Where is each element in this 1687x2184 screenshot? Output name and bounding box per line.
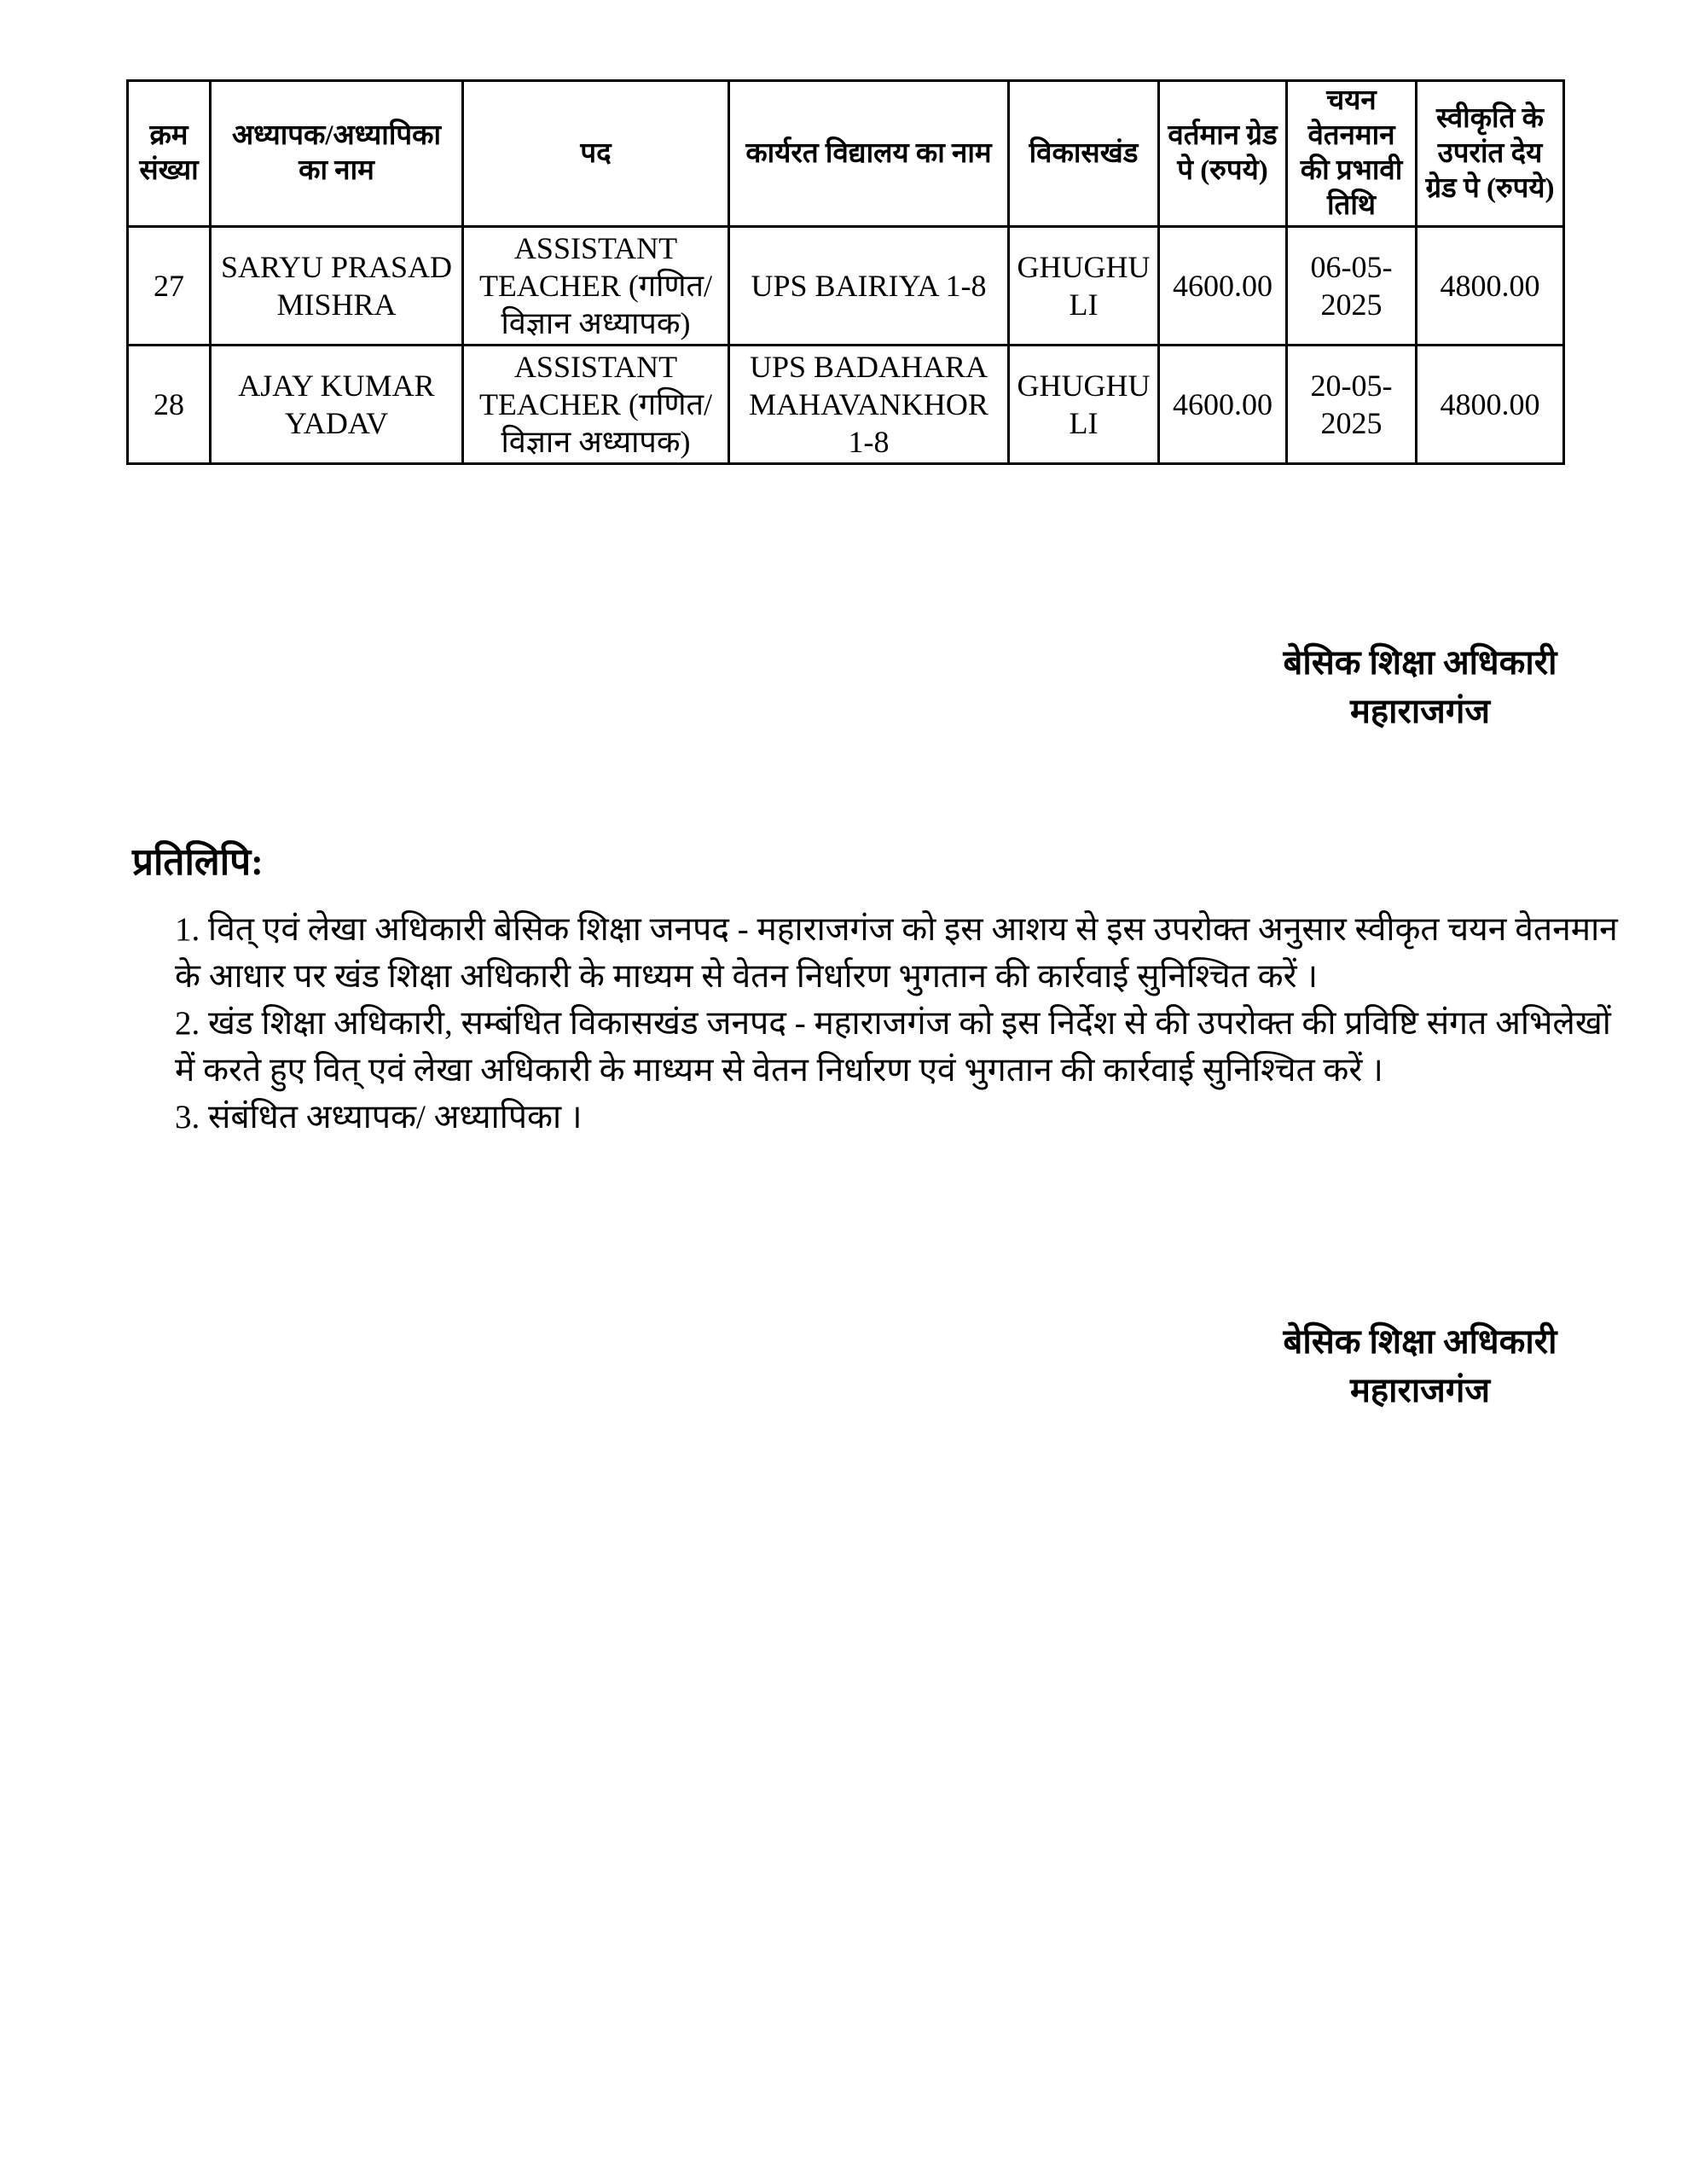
cell-serial-number: 28 [128, 346, 211, 464]
header-block: विकासखंड [1009, 81, 1159, 227]
table-row [128, 346, 1564, 464]
cell-school-name: UPS BAIRIYA 1-8 [729, 227, 1009, 346]
header-school-name: कार्यरत विद्यालय का नाम [729, 81, 1009, 227]
cell-block: GHUGHULI [1009, 346, 1159, 464]
signature-designation: बेसिक शिक्षा अधिकारी [1283, 643, 1557, 682]
cell-teacher-name: SARYU PRASAD MISHRA [211, 227, 463, 346]
table-header-row [128, 81, 1564, 227]
cell-school-name: UPS BADAHARA MAHAVANKHOR 1-8 [729, 346, 1009, 464]
teacher-table-container [126, 79, 1562, 465]
cell-block: GHUGHULI [1009, 227, 1159, 346]
header-current-grade-pay: वर्तमान ग्रेड पे (रुपये) [1159, 81, 1287, 227]
signature-place: महाराजगंज [1349, 692, 1491, 730]
cell-effective-date: 06-05-2025 [1287, 227, 1417, 346]
signature-block-top [1237, 638, 1603, 735]
copy-item-3: 3. संबंधित अध्यापक/ अध्यापिका । [175, 1099, 583, 1136]
cell-serial-number: 27 [128, 227, 211, 346]
cell-current-grade-pay: 4600.00 [1159, 346, 1287, 464]
signature-place: महाराजगंज [1349, 1371, 1491, 1409]
signature-designation: बेसिक शिक्षा अधिकारी [1283, 1322, 1557, 1361]
copy-item-1: 1. वित् एवं लेखा अधिकारी बेसिक शिक्षा जनपद - महाराजगंज को इस आशय से इस उपरोक्त अनुसार स्वीकृत चयन वेतनमान के आधार पर खंड शिक्षा अधिकारी के माध्यम से वेतन निर्धारण भुगतान की कार्रवाई सुनिश्चित करें । [175, 911, 1618, 995]
cell-teacher-name: AJAY KUMAR YADAV [211, 346, 463, 464]
cell-current-grade-pay: 4600.00 [1159, 227, 1287, 346]
table-row [128, 227, 1564, 346]
copy-item-2: 2. खंड शिक्षा अधिकारी, सम्बंधित विकासखंड जनपद - महाराजगंज को इस निर्देश से की उपरोक्त की प्रविष्टि संगत अभिलेखों में करते हुए वित् एवं लेखा अधिकारी के माध्यम से वेतन निर्धारण एवं भुगतान की कार्रवाई सुनिश्चित करें । [175, 1005, 1611, 1089]
copy-section-list [175, 906, 1635, 1141]
header-payable-grade-pay: स्वीकृति के उपरांत देय ग्रेड पे (रुपये) [1417, 81, 1564, 227]
copy-section-heading: प्रतिलिपि: [132, 841, 264, 883]
header-serial-number: क्रम संख्या [128, 81, 211, 227]
header-effective-date: चयन वेतनमान की प्रभावी तिथि [1287, 81, 1417, 227]
signature-block-bottom [1237, 1317, 1603, 1414]
cell-effective-date: 20-05-2025 [1287, 346, 1417, 464]
cell-payable-grade-pay: 4800.00 [1417, 227, 1564, 346]
cell-post: ASSISTANT TEACHER (गणित/ विज्ञान अध्यापक) [463, 346, 729, 464]
teacher-table [126, 79, 1565, 465]
cell-post: ASSISTANT TEACHER (गणित/ विज्ञान अध्यापक) [463, 227, 729, 346]
header-teacher-name: अध्यापक/अध्यापिका का नाम [211, 81, 463, 227]
cell-payable-grade-pay: 4800.00 [1417, 346, 1564, 464]
header-post: पद [463, 81, 729, 227]
